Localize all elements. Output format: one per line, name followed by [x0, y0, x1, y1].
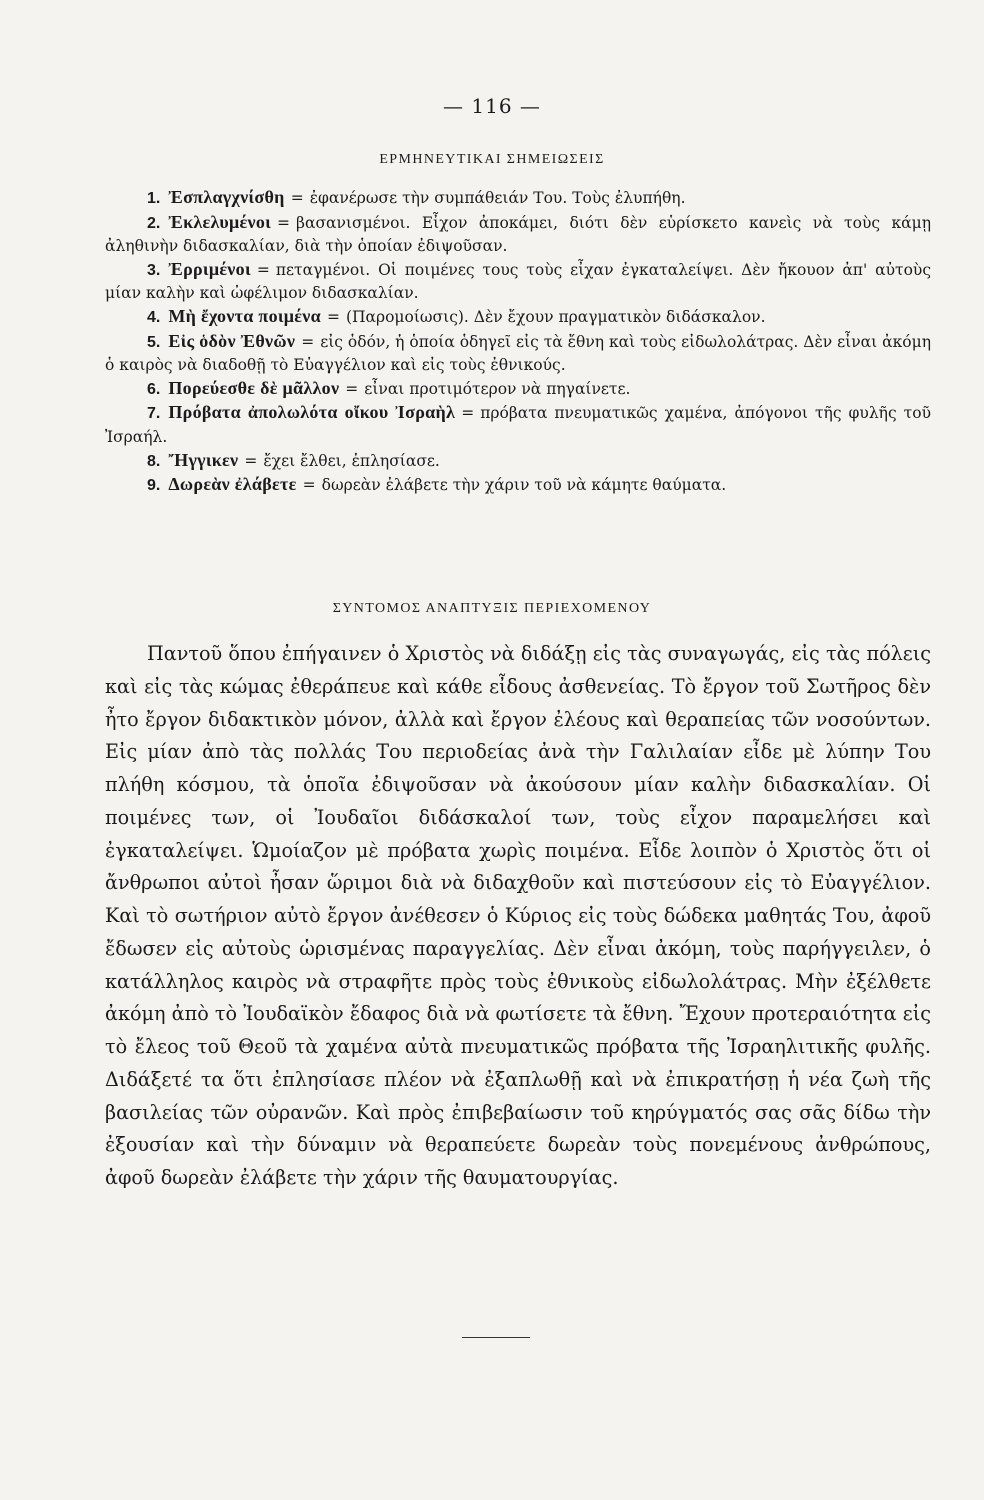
note-item: [105, 401, 931, 448]
note-item: [105, 305, 931, 330]
note-number: 2.: [147, 214, 161, 232]
note-term: Εἰς ὁδὸν Ἐθνῶν: [168, 330, 296, 351]
note-item: [105, 449, 931, 474]
note-item: [105, 377, 931, 402]
note-number: 3.: [147, 261, 161, 279]
equals-sign: =: [345, 379, 359, 398]
note-definition: εἶναι προτιμότερον νὰ πηγαίνετε.: [364, 379, 631, 398]
note-definition: βασανισμένοι. Εἶχον ἀποκάμει, διότι δὲν εὑρίσκετο κανεὶς νὰ τοὺς κάμῃ ἀληθινὴν διδασκαλίαν, διὰ τὴν ὁποίαν ἐδιψοῦσαν.: [105, 213, 931, 256]
end-divider: [462, 1337, 530, 1338]
summary-paragraph: Παντοῦ ὅπου ἐπήγαινεν ὁ Χριστὸς νὰ διδάξῃ εἰς τὰς συναγωγάς, εἰς τὰς πόλεις καὶ εἰς τὰς κώμας ἐθεράπευε καὶ κάθε εἶδους ἀσθενείας. Τὸ ἔργον τοῦ Σωτῆρος δὲν ἦτο ἔργον διδακτικὸν μόνον, ἀλλὰ καὶ ἔργον ἐλέους καὶ θεραπείας τῶν νοσούντων. Εἰς μίαν ἀπὸ τὰς πολλάς Του περιοδείας ἀνὰ τὴν Γαλιλαίαν εἶδε μὲ λύπην Του πλήθη κόσμου, τὰ ὁποῖα ἐδιψοῦσαν νὰ ἀκούσουν μίαν καλὴν διδασκαλίαν. Οἱ ποιμένες των, οἱ Ἰουδαῖοι διδάσκαλοί των, τοὺς εἶχον παραμελήσει καὶ ἐγκαταλείψει. Ὡμοίαζον μὲ πρόβατα χωρὶς ποιμένα. Εἶδε λοιπὸν ὁ Χριστὸς ὅτι οἱ ἄνθρωποι αὐτοὶ ἦσαν ὥριμοι διὰ νὰ διδαχθοῦν καὶ πιστεύσουν εἰς τὸ Εὐαγγέλιον. Καὶ τὸ σωτήριον αὐτὸ ἔργον ἀνέθεσεν ὁ Κύριος εἰς τοὺς δώδεκα μαθητάς Του, ἀφοῦ ἔδωσεν εἰς αὐτοὺς ὡρισμένας παραγγελίας. Δὲν εἶναι ἀκόμη, τοὺς παρήγγειλεν, ὁ κατάλληλος καιρὸς νὰ στραφῆτε πρὸς τοὺς ἐθνικοὺς εἰδωλολάτρας. Μὴν ἐξέλθετε ἀκόμη ἀπὸ τὸ Ἰουδαϊκὸν ἔδαφος διὰ νὰ φωτίσετε τὰ ἔθνη. Ἔχουν προτεραιότητα εἰς τὸ ἔλεος τοῦ Θεοῦ τὰ χαμένα αὐτὰ πνευματικῶς πρόβατα τῆς Ἰσραηλιτικῆς φυλῆς. Διδάξετέ τα ὅτι ἐπλησίασε πλέον νὰ ἐξαπλωθῇ καὶ νὰ ἐπικρατήσῃ ἡ νέα ζωὴ τῆς βασιλείας τῶν οὐρανῶν. Καὶ πρὸς ἐπιβεβαίωσιν τοῦ κηρύγματός σας σᾶς δίδω τὴν ἐξουσίαν καὶ τὴν δύναμιν νὰ θεραπεύετε δωρεὰν τοὺς πονεμένους ἀνθρώπους, ἀφοῦ δωρεὰν ἐλάβετε τὴν χάριν τῆς θαυματουργίας.: [105, 642, 931, 1189]
note-term: Πορεύεσθε δὲ μᾶλλον: [168, 377, 340, 398]
note-definition: εἰς ὁδόν, ἡ ὁποία ὁδηγεῖ εἰς τὰ ἔθνη καὶ τοὺς εἰδωλολάτρας. Δὲν εἶναι ἀκόμη ὁ καιρὸς νὰ διαδοθῇ τὸ Εὐαγγέλιον καὶ εἰς τοὺς ἐθνικούς.: [105, 332, 932, 375]
equals-sign: =: [461, 404, 475, 423]
equals-sign: =: [290, 189, 304, 207]
note-term: Δωρεὰν ἐλάβετε: [168, 474, 297, 495]
note-number: 1.: [147, 190, 161, 207]
equals-sign: =: [326, 307, 340, 326]
explanatory-notes-list: [105, 186, 931, 498]
note-item: [105, 186, 931, 211]
note-definition: πρόβατα πνευματικῶς χαμένα, ἀπόγονοι τῆς φυλῆς τοῦ Ἰσραήλ.: [105, 404, 932, 446]
note-definition: δωρεὰν ἐλάβετε τὴν χάριν τοῦ νὰ κάμητε θαύματα.: [321, 476, 727, 495]
note-term: Ἐσπλαγχνίσθη: [168, 187, 285, 207]
equals-sign: =: [244, 451, 258, 470]
note-term: Πρόβατα ἀπολωλότα οἴκου Ἰσραὴλ: [168, 402, 456, 423]
note-item: [105, 330, 931, 377]
note-term: Ἐκλελυμένοι: [168, 211, 272, 232]
equals-sign: =: [302, 476, 316, 495]
equals-sign: =: [256, 260, 270, 279]
note-number: 8.: [147, 452, 161, 470]
note-number: 5.: [147, 333, 161, 351]
note-item: [105, 473, 931, 498]
note-definition: (Παρομοίωσις). Δὲν ἔχουν πραγματικὸν διδάσκαλον.: [345, 307, 766, 326]
page-number: — 116 —: [443, 94, 541, 118]
equals-sign: =: [277, 213, 291, 232]
note-term: Ἐρριμένοι: [168, 258, 251, 279]
note-number: 6.: [147, 380, 161, 398]
note-definition: ἐφανέρωσε τὴν συμπάθειάν Του. Τοὺς ἐλυπήθη.: [309, 189, 686, 207]
note-number: 7.: [147, 405, 161, 423]
note-item: [105, 211, 931, 258]
equals-sign: =: [301, 332, 315, 351]
note-item: [105, 258, 931, 305]
note-definition: ἔχει ἔλθει, ἐπλησίασε.: [263, 451, 440, 470]
notes-section-title: ΕΡΜΗΝΕΥΤΙΚΑΙ ΣΗΜΕΙΩΣΕΙΣ: [379, 152, 605, 167]
note-term: Ἤγγικεν: [168, 449, 239, 470]
summary-section-title: ΣΥΝΤΟΜΟΣ ΑΝΑΠΤΥΞΙΣ ΠΕΡΙΕΧΟΜΕΝΟΥ: [332, 601, 652, 616]
note-number: 4.: [147, 308, 161, 326]
note-definition: πεταγμένοι. Οἱ ποιμένες τους τοὺς εἶχαν ἐγκαταλείψει. Δὲν ἤκουον ἀπ' αὐτοὺς μίαν καλὴν καὶ ὠφέλιμον διδασκαλίαν.: [105, 260, 931, 303]
note-number: 9.: [147, 477, 161, 495]
note-term: Μὴ ἔχοντα ποιμένα: [168, 305, 321, 326]
